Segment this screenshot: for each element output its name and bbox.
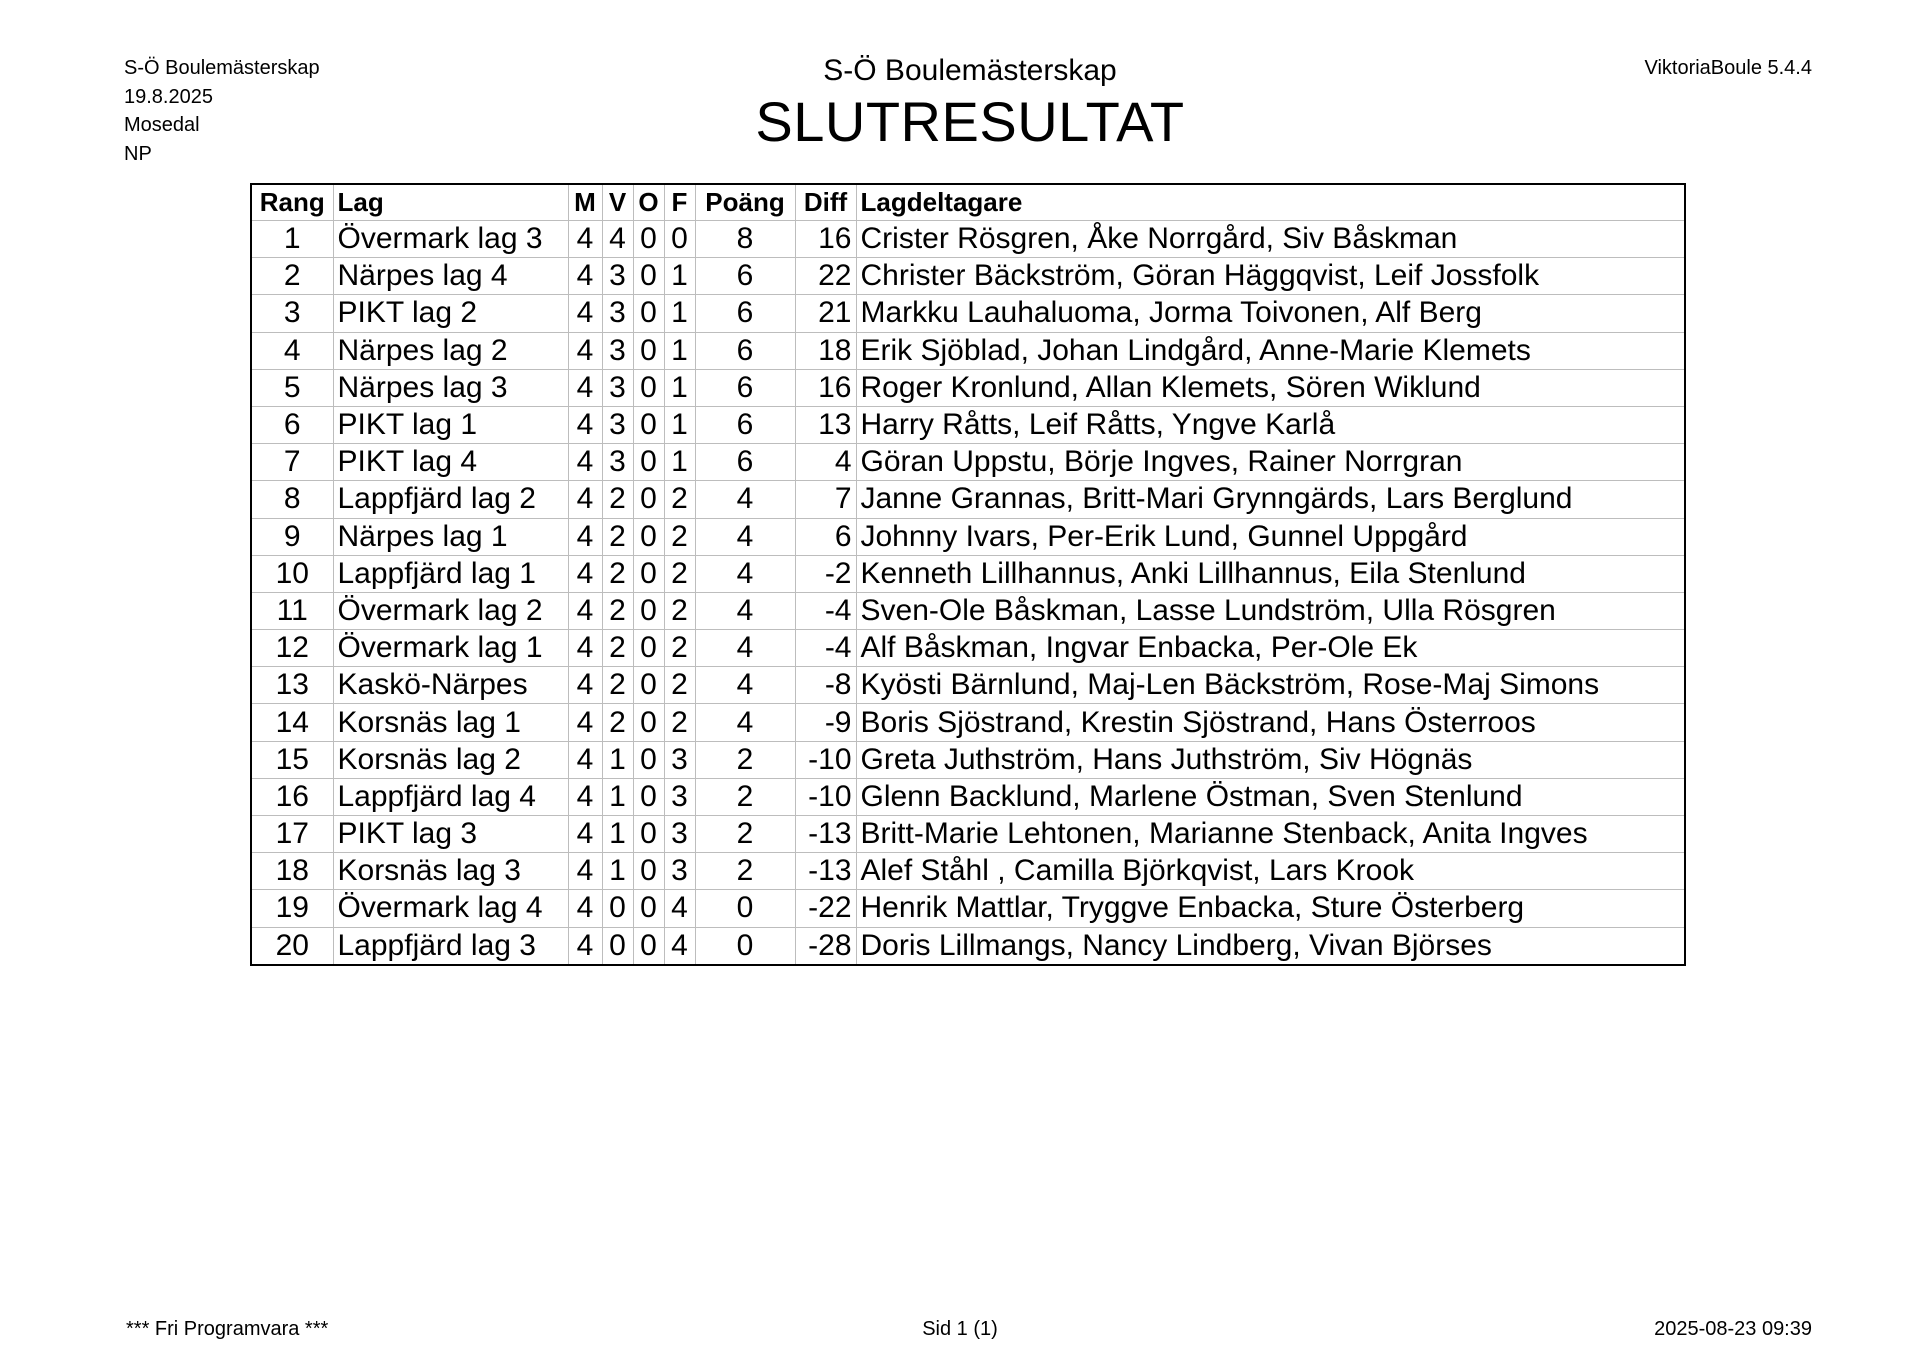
cell-diff: -2 xyxy=(795,555,856,592)
cell-poang: 6 xyxy=(695,295,795,332)
cell-o: 0 xyxy=(633,890,664,927)
cell-v: 3 xyxy=(602,332,633,369)
cell-rang: 15 xyxy=(251,741,333,778)
cell-lagdeltagare: Greta Juthström, Hans Juthström, Siv Högnäs xyxy=(856,741,1685,778)
cell-lag: Närpes lag 4 xyxy=(333,258,568,295)
cell-diff: 16 xyxy=(795,221,856,258)
table-row xyxy=(251,444,1685,481)
cell-rang: 10 xyxy=(251,555,333,592)
cell-lagdeltagare: Henrik Mattlar, Tryggve Enbacka, Sture Österberg xyxy=(856,890,1685,927)
cell-lag: Kaskö-Närpes xyxy=(333,667,568,704)
cell-o: 0 xyxy=(633,295,664,332)
cell-o: 0 xyxy=(633,667,664,704)
cell-m: 4 xyxy=(568,258,602,295)
cell-v: 1 xyxy=(602,853,633,890)
column-header-f: F xyxy=(664,184,695,221)
table-row xyxy=(251,853,1685,890)
cell-diff: -4 xyxy=(795,592,856,629)
cell-v: 3 xyxy=(602,295,633,332)
cell-lagdeltagare: Janne Grannas, Britt-Mari Grynngärds, Lars Berglund xyxy=(856,481,1685,518)
cell-m: 4 xyxy=(568,741,602,778)
cell-lagdeltagare: Erik Sjöblad, Johan Lindgård, Anne-Marie Klemets xyxy=(856,332,1685,369)
cell-diff: 18 xyxy=(795,332,856,369)
cell-lag: Övermark lag 3 xyxy=(333,221,568,258)
cell-rang: 17 xyxy=(251,816,333,853)
results-table xyxy=(250,183,1686,966)
cell-lagdeltagare: Glenn Backlund, Marlene Östman, Sven Stenlund xyxy=(856,778,1685,815)
footer-timestamp: 2025-08-23 09:39 xyxy=(1654,1318,1812,1340)
cell-lag: PIKT lag 1 xyxy=(333,406,568,443)
cell-o: 0 xyxy=(633,853,664,890)
event-venue: Mosedal xyxy=(124,114,200,136)
cell-v: 3 xyxy=(602,369,633,406)
footer-page-number: Sid 1 (1) xyxy=(922,1318,998,1340)
column-header-m: M xyxy=(568,184,602,221)
cell-lag: Lappfjärd lag 3 xyxy=(333,927,568,965)
column-header-rang: Rang xyxy=(251,184,333,221)
cell-poang: 2 xyxy=(695,853,795,890)
cell-f: 3 xyxy=(664,816,695,853)
cell-o: 0 xyxy=(633,630,664,667)
cell-o: 0 xyxy=(633,406,664,443)
column-header-lag: Lag xyxy=(333,184,568,221)
cell-v: 2 xyxy=(602,518,633,555)
table-row xyxy=(251,778,1685,815)
cell-v: 2 xyxy=(602,481,633,518)
cell-f: 2 xyxy=(664,630,695,667)
cell-rang: 18 xyxy=(251,853,333,890)
cell-poang: 6 xyxy=(695,258,795,295)
cell-m: 4 xyxy=(568,927,602,965)
cell-poang: 8 xyxy=(695,221,795,258)
cell-v: 0 xyxy=(602,890,633,927)
cell-rang: 2 xyxy=(251,258,333,295)
cell-lag: PIKT lag 3 xyxy=(333,816,568,853)
cell-m: 4 xyxy=(568,518,602,555)
cell-m: 4 xyxy=(568,369,602,406)
cell-lagdeltagare: Harry Råtts, Leif Råtts, Yngve Karlå xyxy=(856,406,1685,443)
cell-lag: Övermark lag 2 xyxy=(333,592,568,629)
table-row xyxy=(251,295,1685,332)
table-row xyxy=(251,555,1685,592)
cell-m: 4 xyxy=(568,667,602,704)
cell-rang: 20 xyxy=(251,927,333,965)
cell-f: 2 xyxy=(664,667,695,704)
cell-m: 4 xyxy=(568,592,602,629)
cell-lag: Lappfjärd lag 2 xyxy=(333,481,568,518)
cell-lagdeltagare: Göran Uppstu, Börje Ingves, Rainer Norrgran xyxy=(856,444,1685,481)
cell-lagdeltagare: Markku Lauhaluoma, Jorma Toivonen, Alf Berg xyxy=(856,295,1685,332)
cell-f: 1 xyxy=(664,295,695,332)
cell-poang: 2 xyxy=(695,816,795,853)
cell-o: 0 xyxy=(633,481,664,518)
cell-poang: 4 xyxy=(695,667,795,704)
cell-lag: PIKT lag 4 xyxy=(333,444,568,481)
cell-lagdeltagare: Boris Sjöstrand, Krestin Sjöstrand, Hans Österroos xyxy=(856,704,1685,741)
cell-poang: 0 xyxy=(695,890,795,927)
cell-poang: 4 xyxy=(695,481,795,518)
cell-diff: 7 xyxy=(795,481,856,518)
cell-rang: 4 xyxy=(251,332,333,369)
cell-o: 0 xyxy=(633,741,664,778)
cell-poang: 0 xyxy=(695,927,795,965)
cell-v: 1 xyxy=(602,741,633,778)
cell-v: 2 xyxy=(602,592,633,629)
cell-lagdeltagare: Alef Ståhl , Camilla Björkqvist, Lars Krook xyxy=(856,853,1685,890)
cell-rang: 12 xyxy=(251,630,333,667)
cell-v: 2 xyxy=(602,555,633,592)
footer-license: *** Fri Programvara *** xyxy=(126,1318,329,1340)
cell-o: 0 xyxy=(633,332,664,369)
cell-f: 1 xyxy=(664,444,695,481)
column-header-lagdeltagare: Lagdeltagare xyxy=(856,184,1685,221)
cell-diff: -4 xyxy=(795,630,856,667)
cell-m: 4 xyxy=(568,890,602,927)
cell-o: 0 xyxy=(633,816,664,853)
cell-poang: 6 xyxy=(695,369,795,406)
table-row xyxy=(251,258,1685,295)
cell-lagdeltagare: Alf Båskman, Ingvar Enbacka, Per-Ole Ek xyxy=(856,630,1685,667)
table-row xyxy=(251,369,1685,406)
cell-m: 4 xyxy=(568,295,602,332)
cell-poang: 4 xyxy=(695,630,795,667)
page-title: SLUTRESULTAT xyxy=(755,90,1185,153)
cell-lagdeltagare: Kyösti Bärnlund, Maj-Len Bäckström, Rose-Maj Simons xyxy=(856,667,1685,704)
cell-lagdeltagare: Crister Rösgren, Åke Norrgård, Siv Båskman xyxy=(856,221,1685,258)
table-row xyxy=(251,927,1685,965)
cell-rang: 19 xyxy=(251,890,333,927)
table-row xyxy=(251,592,1685,629)
table-row xyxy=(251,630,1685,667)
table-row xyxy=(251,518,1685,555)
cell-o: 0 xyxy=(633,927,664,965)
cell-o: 0 xyxy=(633,258,664,295)
table-row xyxy=(251,332,1685,369)
page-subtitle: S-Ö Boulemästerskap xyxy=(823,54,1117,87)
cell-diff: 6 xyxy=(795,518,856,555)
cell-v: 3 xyxy=(602,258,633,295)
cell-diff: 22 xyxy=(795,258,856,295)
software-version: ViktoriaBoule 5.4.4 xyxy=(1644,57,1812,79)
event-date: 19.8.2025 xyxy=(124,85,213,108)
cell-diff: -8 xyxy=(795,667,856,704)
cell-v: 2 xyxy=(602,704,633,741)
cell-lagdeltagare: Christer Bäckström, Göran Häggqvist, Leif Jossfolk xyxy=(856,258,1685,295)
cell-rang: 3 xyxy=(251,295,333,332)
cell-m: 4 xyxy=(568,630,602,667)
cell-poang: 6 xyxy=(695,406,795,443)
cell-diff: -9 xyxy=(795,704,856,741)
table-row xyxy=(251,221,1685,258)
cell-f: 3 xyxy=(664,853,695,890)
cell-v: 3 xyxy=(602,444,633,481)
event-name: S-Ö Boulemästerskap xyxy=(124,57,320,79)
cell-diff: 13 xyxy=(795,406,856,443)
cell-poang: 6 xyxy=(695,332,795,369)
cell-v: 2 xyxy=(602,630,633,667)
cell-rang: 5 xyxy=(251,369,333,406)
cell-o: 0 xyxy=(633,704,664,741)
table-row xyxy=(251,741,1685,778)
cell-f: 2 xyxy=(664,518,695,555)
cell-lagdeltagare: Johnny Ivars, Per-Erik Lund, Gunnel Uppgård xyxy=(856,518,1685,555)
column-header-o: O xyxy=(633,184,664,221)
cell-rang: 13 xyxy=(251,667,333,704)
cell-rang: 7 xyxy=(251,444,333,481)
cell-diff: -28 xyxy=(795,927,856,965)
cell-lagdeltagare: Britt-Marie Lehtonen, Marianne Stenback, Anita Ingves xyxy=(856,816,1685,853)
cell-rang: 1 xyxy=(251,221,333,258)
cell-f: 3 xyxy=(664,778,695,815)
cell-lag: PIKT lag 2 xyxy=(333,295,568,332)
cell-diff: -13 xyxy=(795,816,856,853)
table-header-row xyxy=(251,184,1685,221)
table-row xyxy=(251,704,1685,741)
cell-m: 4 xyxy=(568,406,602,443)
table-row xyxy=(251,816,1685,853)
cell-poang: 2 xyxy=(695,741,795,778)
cell-o: 0 xyxy=(633,555,664,592)
cell-lag: Korsnäs lag 3 xyxy=(333,853,568,890)
cell-rang: 6 xyxy=(251,406,333,443)
cell-v: 4 xyxy=(602,221,633,258)
cell-poang: 6 xyxy=(695,444,795,481)
cell-diff: 4 xyxy=(795,444,856,481)
cell-poang: 4 xyxy=(695,555,795,592)
cell-f: 2 xyxy=(664,704,695,741)
cell-diff: -10 xyxy=(795,741,856,778)
cell-lag: Närpes lag 2 xyxy=(333,332,568,369)
cell-m: 4 xyxy=(568,555,602,592)
table-row xyxy=(251,667,1685,704)
column-header-diff: Diff xyxy=(795,184,856,221)
cell-lagdeltagare: Kenneth Lillhannus, Anki Lillhannus, Eila Stenlund xyxy=(856,555,1685,592)
cell-poang: 4 xyxy=(695,592,795,629)
cell-poang: 4 xyxy=(695,704,795,741)
cell-f: 4 xyxy=(664,927,695,965)
cell-m: 4 xyxy=(568,778,602,815)
cell-v: 2 xyxy=(602,667,633,704)
cell-o: 0 xyxy=(633,778,664,815)
cell-diff: -13 xyxy=(795,853,856,890)
cell-lag: Närpes lag 3 xyxy=(333,369,568,406)
cell-f: 2 xyxy=(664,481,695,518)
cell-lag: Närpes lag 1 xyxy=(333,518,568,555)
table-row xyxy=(251,406,1685,443)
cell-diff: 16 xyxy=(795,369,856,406)
cell-diff: -22 xyxy=(795,890,856,927)
cell-v: 1 xyxy=(602,778,633,815)
cell-f: 4 xyxy=(664,890,695,927)
column-header-poang: Poäng xyxy=(695,184,795,221)
cell-m: 4 xyxy=(568,704,602,741)
cell-m: 4 xyxy=(568,332,602,369)
cell-lag: Korsnäs lag 1 xyxy=(333,704,568,741)
cell-lagdeltagare: Sven-Ole Båskman, Lasse Lundström, Ulla Rösgren xyxy=(856,592,1685,629)
cell-m: 4 xyxy=(568,816,602,853)
cell-f: 1 xyxy=(664,369,695,406)
cell-lagdeltagare: Doris Lillmangs, Nancy Lindberg, Vivan Björses xyxy=(856,927,1685,965)
results-body xyxy=(251,221,1685,965)
cell-o: 0 xyxy=(633,221,664,258)
cell-rang: 11 xyxy=(251,592,333,629)
cell-lag: Lappfjärd lag 4 xyxy=(333,778,568,815)
cell-lag: Övermark lag 4 xyxy=(333,890,568,927)
cell-m: 4 xyxy=(568,221,602,258)
cell-lag: Övermark lag 1 xyxy=(333,630,568,667)
cell-rang: 14 xyxy=(251,704,333,741)
column-header-v: V xyxy=(602,184,633,221)
cell-o: 0 xyxy=(633,444,664,481)
cell-rang: 8 xyxy=(251,481,333,518)
cell-poang: 2 xyxy=(695,778,795,815)
table-row xyxy=(251,890,1685,927)
table-row xyxy=(251,481,1685,518)
cell-lag: Korsnäs lag 2 xyxy=(333,741,568,778)
cell-m: 4 xyxy=(568,444,602,481)
cell-f: 0 xyxy=(664,221,695,258)
cell-f: 2 xyxy=(664,555,695,592)
cell-lagdeltagare: Roger Kronlund, Allan Klemets, Sören Wiklund xyxy=(856,369,1685,406)
cell-f: 3 xyxy=(664,741,695,778)
cell-rang: 16 xyxy=(251,778,333,815)
cell-f: 1 xyxy=(664,258,695,295)
cell-poang: 4 xyxy=(695,518,795,555)
cell-o: 0 xyxy=(633,592,664,629)
cell-v: 0 xyxy=(602,927,633,965)
cell-v: 1 xyxy=(602,816,633,853)
cell-m: 4 xyxy=(568,481,602,518)
cell-o: 0 xyxy=(633,369,664,406)
cell-diff: -10 xyxy=(795,778,856,815)
cell-f: 1 xyxy=(664,332,695,369)
cell-f: 1 xyxy=(664,406,695,443)
cell-o: 0 xyxy=(633,518,664,555)
event-organizer: NP xyxy=(124,142,152,165)
cell-diff: 21 xyxy=(795,295,856,332)
cell-v: 3 xyxy=(602,406,633,443)
cell-f: 2 xyxy=(664,592,695,629)
cell-rang: 9 xyxy=(251,518,333,555)
cell-m: 4 xyxy=(568,853,602,890)
title-block xyxy=(0,52,1920,154)
cell-lag: Lappfjärd lag 1 xyxy=(333,555,568,592)
